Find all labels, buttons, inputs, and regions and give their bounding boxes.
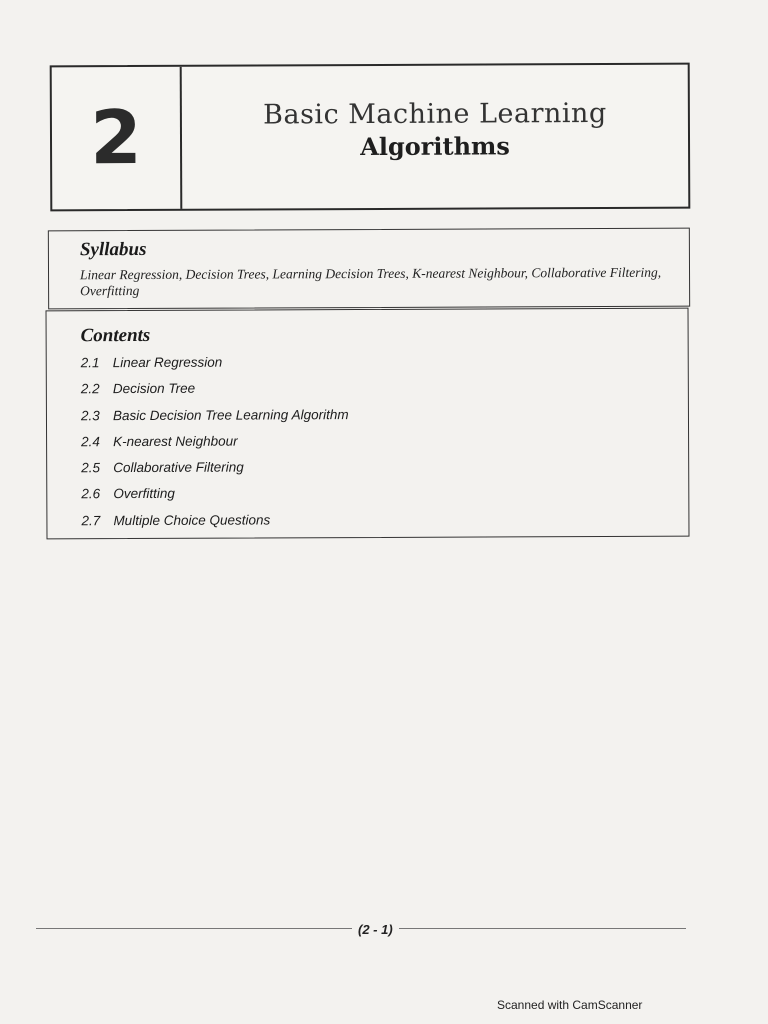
contents-item [81,456,680,485]
chapter-header [50,63,691,212]
page-number: (2 - 1) [352,922,399,937]
chapter-number: 2 [52,67,183,210]
chapter-title-line-2: Algorithms [360,131,510,162]
contents-item-title: Collaborative Filtering [113,459,244,476]
contents-item [81,351,680,380]
contents-heading: Contents [80,324,151,347]
contents-item [81,508,680,537]
scanner-watermark: Scanned with CamScanner [497,998,643,1012]
contents-item-number: 2.7 [81,512,101,529]
contents-item-title: Linear Regression [112,354,223,371]
contents-item [81,482,680,511]
contents-item-number: 2.4 [81,434,100,450]
syllabus-text: Linear Regression, Decision Trees, Learning Decision Trees, K-nearest Neighbour, Collaborative Filtering, Overfitting [79,264,662,299]
chapter-title [182,65,689,209]
contents-item-title: Overfitting [113,486,175,502]
contents-item-number: 2.1 [80,355,100,371]
contents-item-number: 2.3 [80,407,100,423]
contents-item [81,377,680,406]
contents-item-title: Multiple Choice Questions [113,512,271,528]
contents-box [46,308,690,540]
contents-item-title: K-nearest Neighbour [113,433,238,450]
contents-item-number: 2.6 [81,486,101,502]
syllabus-box [48,228,690,310]
contents-item-number: 2.2 [80,381,100,397]
chapter-title-line-1: Basic Machine Learning [263,97,607,130]
contents-item-title: Decision Tree [112,381,196,397]
contents-list [81,351,681,538]
syllabus-heading: Syllabus [79,238,147,261]
contents-item [81,403,680,432]
contents-item [81,430,680,459]
contents-item-number: 2.5 [81,460,101,476]
contents-item-title: Basic Decision Tree Learning Algorithm [112,406,349,423]
